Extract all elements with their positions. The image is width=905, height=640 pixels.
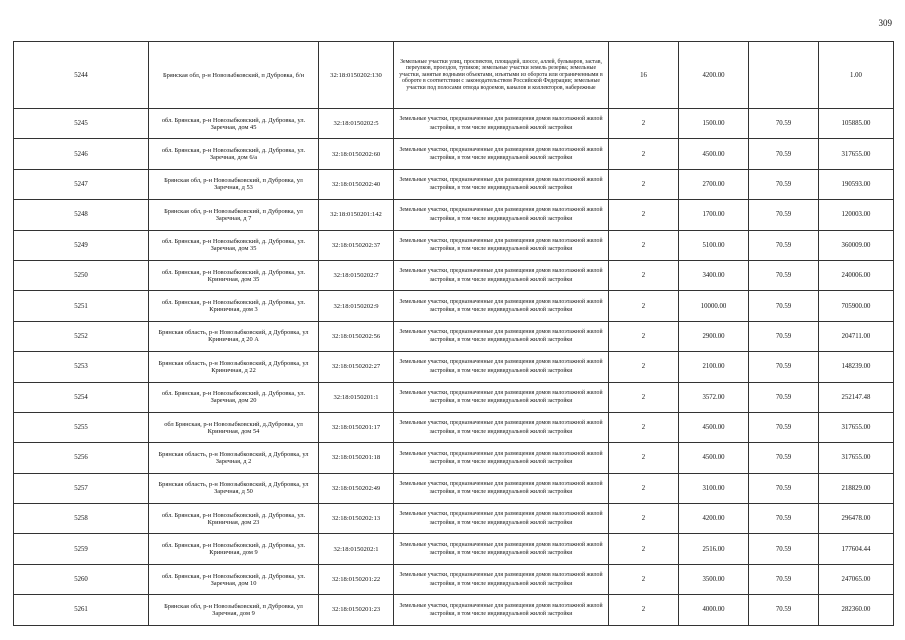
row-cost: 317655.00	[819, 412, 894, 442]
table-row	[14, 504, 894, 534]
row-cadastral-number: 32:18:0150202:1	[319, 534, 394, 564]
table-row	[14, 230, 894, 260]
row-rate: 70.59	[749, 260, 819, 290]
row-address: обл. Брянская, р-н Новозыбковский, д. Дубровка, ул. Криничная, дом 23	[149, 504, 319, 534]
table-row	[14, 200, 894, 230]
row-cadastral-number: 32:18:0150202:60	[319, 139, 394, 169]
row-cadastral-number: 32:18:0150201:18	[319, 443, 394, 473]
table-row	[14, 534, 894, 564]
row-rate: 70.59	[749, 169, 819, 199]
row-cost: 190593.00	[819, 169, 894, 199]
row-cadastral-number: 32:18:0150201:1	[319, 382, 394, 412]
row-rate: 70.59	[749, 595, 819, 625]
row-number: 5253	[14, 352, 149, 382]
row-group-code: 2	[609, 504, 679, 534]
row-cost: 247065.00	[819, 564, 894, 594]
row-rate: 70.59	[749, 230, 819, 260]
row-land-use: Земельные участки, предназначенные для размещения домов малоэтажной жилой застройки, в том числе индивидуальной жилой застройки	[394, 443, 609, 473]
row-rate: 70.59	[749, 412, 819, 442]
row-group-code: 2	[609, 169, 679, 199]
row-group-code: 2	[609, 291, 679, 321]
table-row	[14, 291, 894, 321]
row-address: Брянская область, р-н Новозыбковский, д Дубровка, ул Заречная, д 50	[149, 473, 319, 503]
row-address: обл. Брянская, р-н Новозыбковский, д. Дубровка, ул. Криничная, дом 3	[149, 291, 319, 321]
row-area: 5100.00	[679, 230, 749, 260]
row-cadastral-number: 32:18:0150202:13	[319, 504, 394, 534]
row-rate: 70.59	[749, 534, 819, 564]
row-land-use: Земельные участки улиц, проспектов, площадей, шоссе, аллей, бульваров, застав, переулков, проездов, тупиков; земельные участки земель резерва; земельные участки, занятые водными объектами, изъятыми из оборота или ограниченными в обороте в соответствии с законодательством Российской Федерации; земельные участки под полосами отвода водоемов, каналов и коллекторов, набережные	[394, 42, 609, 109]
row-address: Брянская область, р-н Новозыбковский, д Дубровка, ул Криничная, д 20 А	[149, 321, 319, 351]
row-rate	[749, 42, 819, 109]
row-area: 4200.00	[679, 42, 749, 109]
row-address: обл. Брянская, р-н Новозыбковский, д. Дубровка, ул. Заречная, дом 35	[149, 230, 319, 260]
row-cadastral-number: 32:18:0150202:130	[319, 42, 394, 109]
row-address: Брянская обл, р-н Новозыбковский, п Дубровка, б/н	[149, 42, 319, 109]
row-land-use: Земельные участки, предназначенные для размещения домов малоэтажной жилой застройки, в том числе индивидуальной жилой застройки	[394, 564, 609, 594]
row-group-code: 2	[609, 473, 679, 503]
row-land-use: Земельные участки, предназначенные для размещения домов малоэтажной жилой застройки, в том числе индивидуальной жилой застройки	[394, 382, 609, 412]
row-land-use: Земельные участки, предназначенные для размещения домов малоэтажной жилой застройки, в том числе индивидуальной жилой застройки	[394, 595, 609, 625]
row-area: 3400.00	[679, 260, 749, 290]
row-address: обл Брянская, р-н Новозыбковский, д.Дубровка, ул Криничная, дом 54	[149, 412, 319, 442]
row-area: 4500.00	[679, 139, 749, 169]
table-row	[14, 352, 894, 382]
row-address: Брянская обл, р-н Новозыбковский, п Дубровка, ул Заречная, д 53	[149, 169, 319, 199]
row-area: 4500.00	[679, 412, 749, 442]
row-area: 2516.00	[679, 534, 749, 564]
row-number: 5250	[14, 260, 149, 290]
row-group-code: 2	[609, 352, 679, 382]
table-row	[14, 595, 894, 625]
row-number: 5247	[14, 169, 149, 199]
row-rate: 70.59	[749, 200, 819, 230]
row-cost: 148239.00	[819, 352, 894, 382]
table-row	[14, 42, 894, 109]
row-cost: 252147.48	[819, 382, 894, 412]
table-row	[14, 139, 894, 169]
row-address: обл. Брянская, р-н Новозыбковский, д. Дубровка, ул. Заречная, дом 10	[149, 564, 319, 594]
row-land-use: Земельные участки, предназначенные для размещения домов малоэтажной жилой застройки, в том числе индивидуальной жилой застройки	[394, 352, 609, 382]
table-row	[14, 473, 894, 503]
row-rate: 70.59	[749, 443, 819, 473]
row-area: 4000.00	[679, 595, 749, 625]
row-area: 1500.00	[679, 109, 749, 139]
row-rate: 70.59	[749, 352, 819, 382]
row-land-use: Земельные участки, предназначенные для размещения домов малоэтажной жилой застройки, в том числе индивидуальной жилой застройки	[394, 321, 609, 351]
row-group-code: 2	[609, 382, 679, 412]
row-cost: 204711.00	[819, 321, 894, 351]
row-cadastral-number: 32:18:0150202:9	[319, 291, 394, 321]
row-number: 5257	[14, 473, 149, 503]
row-rate: 70.59	[749, 109, 819, 139]
row-land-use: Земельные участки, предназначенные для размещения домов малоэтажной жилой застройки, в том числе индивидуальной жилой застройки	[394, 109, 609, 139]
row-number: 5246	[14, 139, 149, 169]
row-address: Брянская обл, р-н Новозыбковский, п Дубровка, ул Заречная, д 7	[149, 200, 319, 230]
row-rate: 70.59	[749, 473, 819, 503]
row-cost: 296478.00	[819, 504, 894, 534]
row-address: Брянская обл, р-н Новозыбковский, п Дубровка, ул Заречная, дом 9	[149, 595, 319, 625]
row-land-use: Земельные участки, предназначенные для размещения домов малоэтажной жилой застройки, в том числе индивидуальной жилой застройки	[394, 534, 609, 564]
row-address: обл. Брянская, р-н Новозыбковский, д. Дубровка, ул. Заречная, дом 6/а	[149, 139, 319, 169]
row-cost: 120003.00	[819, 200, 894, 230]
row-area: 3500.00	[679, 564, 749, 594]
row-group-code: 2	[609, 139, 679, 169]
row-land-use: Земельные участки, предназначенные для размещения домов малоэтажной жилой застройки, в том числе индивидуальной жилой застройки	[394, 139, 609, 169]
table-row	[14, 443, 894, 473]
row-area: 4200.00	[679, 504, 749, 534]
row-number: 5245	[14, 109, 149, 139]
row-cost: 317655.00	[819, 139, 894, 169]
row-cost: 705900.00	[819, 291, 894, 321]
row-cadastral-number: 32:18:0150202:7	[319, 260, 394, 290]
row-cadastral-number: 32:18:0150201:23	[319, 595, 394, 625]
row-number: 5256	[14, 443, 149, 473]
row-area: 10000.00	[679, 291, 749, 321]
row-group-code: 2	[609, 412, 679, 442]
row-area: 2700.00	[679, 169, 749, 199]
row-cost: 240006.00	[819, 260, 894, 290]
row-number: 5248	[14, 200, 149, 230]
table-row	[14, 109, 894, 139]
row-cadastral-number: 32:18:0150201:142	[319, 200, 394, 230]
row-number: 5258	[14, 504, 149, 534]
row-land-use: Земельные участки, предназначенные для размещения домов малоэтажной жилой застройки, в том числе индивидуальной жилой застройки	[394, 200, 609, 230]
row-land-use: Земельные участки, предназначенные для размещения домов малоэтажной жилой застройки, в том числе индивидуальной жилой застройки	[394, 260, 609, 290]
row-cadastral-number: 32:18:0150202:49	[319, 473, 394, 503]
row-land-use: Земельные участки, предназначенные для размещения домов малоэтажной жилой застройки, в том числе индивидуальной жилой застройки	[394, 230, 609, 260]
row-rate: 70.59	[749, 504, 819, 534]
row-land-use: Земельные участки, предназначенные для размещения домов малоэтажной жилой застройки, в том числе индивидуальной жилой застройки	[394, 291, 609, 321]
row-group-code: 2	[609, 230, 679, 260]
row-cost: 317655.00	[819, 443, 894, 473]
row-area: 4500.00	[679, 443, 749, 473]
row-cadastral-number: 32:18:0150202:5	[319, 109, 394, 139]
row-number: 5244	[14, 42, 149, 109]
table-row	[14, 169, 894, 199]
row-cost: 105885.00	[819, 109, 894, 139]
row-area: 2900.00	[679, 321, 749, 351]
table-row	[14, 260, 894, 290]
table-row	[14, 564, 894, 594]
row-cost: 218829.00	[819, 473, 894, 503]
row-land-use: Земельные участки, предназначенные для размещения домов малоэтажной жилой застройки, в том числе индивидуальной жилой застройки	[394, 412, 609, 442]
row-land-use: Земельные участки, предназначенные для размещения домов малоэтажной жилой застройки, в том числе индивидуальной жилой застройки	[394, 504, 609, 534]
row-group-code: 16	[609, 42, 679, 109]
row-cost: 177604.44	[819, 534, 894, 564]
row-number: 5255	[14, 412, 149, 442]
row-number: 5259	[14, 534, 149, 564]
row-cost: 360009.00	[819, 230, 894, 260]
row-cadastral-number: 32:18:0150202:37	[319, 230, 394, 260]
row-area: 2100.00	[679, 352, 749, 382]
row-group-code: 2	[609, 595, 679, 625]
row-address: Брянская область, р-н Новозыбковский, д Дубровка, ул Криничная, д 22	[149, 352, 319, 382]
row-rate: 70.59	[749, 321, 819, 351]
table-row	[14, 321, 894, 351]
row-rate: 70.59	[749, 382, 819, 412]
row-land-use: Земельные участки, предназначенные для размещения домов малоэтажной жилой застройки, в том числе индивидуальной жилой застройки	[394, 473, 609, 503]
row-address: обл. Брянская, р-н Новозыбковский, д. Дубровка, ул. Криничная, дом 9	[149, 534, 319, 564]
table-row	[14, 382, 894, 412]
row-number: 5252	[14, 321, 149, 351]
row-area: 3100.00	[679, 473, 749, 503]
row-group-code: 2	[609, 534, 679, 564]
row-group-code: 2	[609, 564, 679, 594]
row-group-code: 2	[609, 109, 679, 139]
row-rate: 70.59	[749, 139, 819, 169]
row-address: обл. Брянская, р-н Новозыбковский, д. Дубровка, ул. Заречная, дом 45	[149, 109, 319, 139]
row-group-code: 2	[609, 260, 679, 290]
row-area: 3572.00	[679, 382, 749, 412]
row-number: 5261	[14, 595, 149, 625]
row-cost: 282360.00	[819, 595, 894, 625]
row-cadastral-number: 32:18:0150202:56	[319, 321, 394, 351]
row-address: обл. Брянская, р-н Новозыбковский, д. Дубровка, ул. Заречная, дом 20	[149, 382, 319, 412]
land-registry-table	[13, 41, 894, 626]
row-group-code: 2	[609, 443, 679, 473]
row-rate: 70.59	[749, 291, 819, 321]
row-cadastral-number: 32:18:0150201:22	[319, 564, 394, 594]
row-address: Брянская область, р-н Новозыбковский, д Дубровка, ул Заречная, д 2	[149, 443, 319, 473]
row-land-use: Земельные участки, предназначенные для размещения домов малоэтажной жилой застройки, в том числе индивидуальной жилой застройки	[394, 169, 609, 199]
row-cost: 1.00	[819, 42, 894, 109]
table-row	[14, 412, 894, 442]
row-cadastral-number: 32:18:0150201:17	[319, 412, 394, 442]
row-number: 5260	[14, 564, 149, 594]
page-number: 309	[878, 18, 892, 28]
row-number: 5251	[14, 291, 149, 321]
row-address: обл. Брянская, р-н Новозыбковский, д. Дубровка, ул. Криничная, дом 35	[149, 260, 319, 290]
row-group-code: 2	[609, 321, 679, 351]
row-cadastral-number: 32:18:0150202:27	[319, 352, 394, 382]
row-group-code: 2	[609, 200, 679, 230]
row-number: 5249	[14, 230, 149, 260]
row-number: 5254	[14, 382, 149, 412]
row-area: 1700.00	[679, 200, 749, 230]
row-rate: 70.59	[749, 564, 819, 594]
row-cadastral-number: 32:18:0150202:40	[319, 169, 394, 199]
